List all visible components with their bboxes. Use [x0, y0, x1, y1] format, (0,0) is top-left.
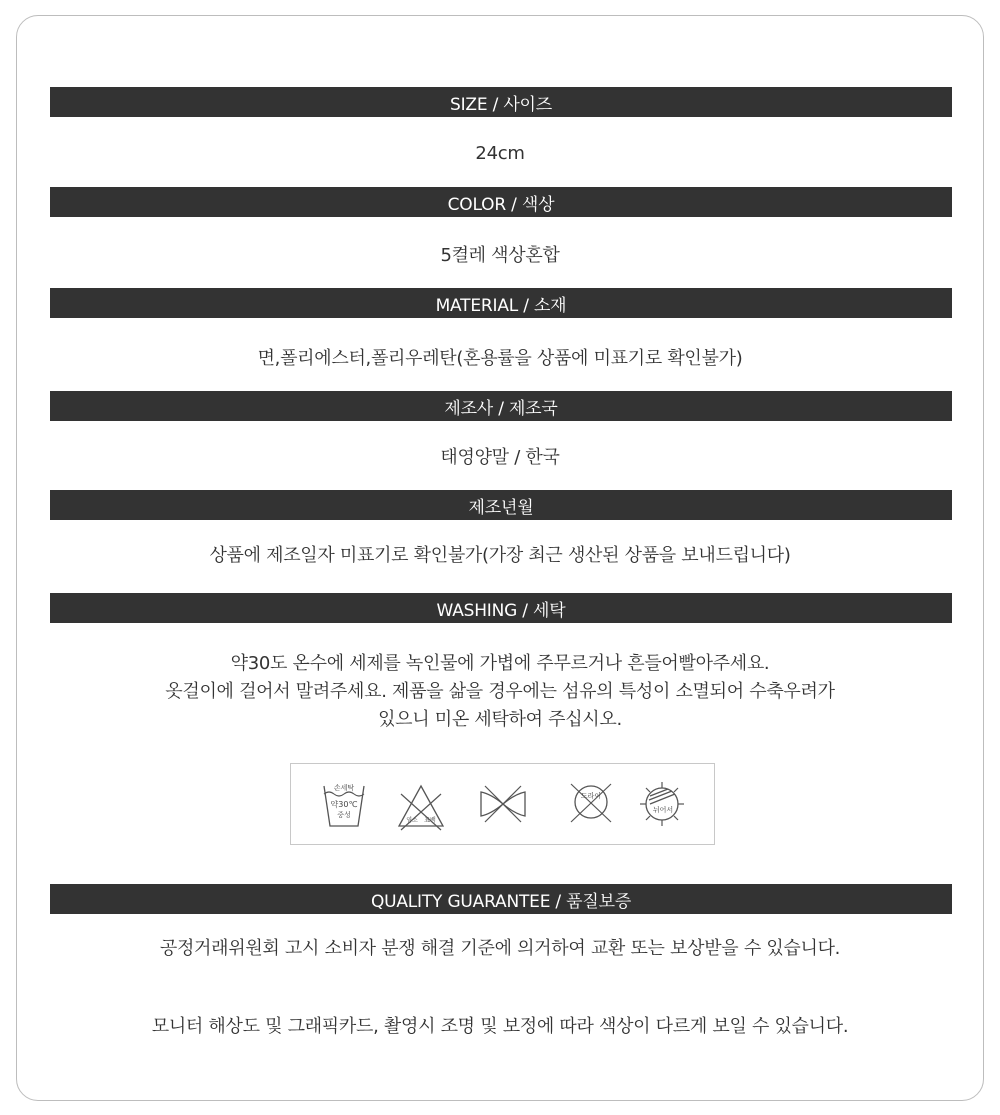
bleach-label-1: 염소 — [406, 817, 418, 824]
quality-header-label: QUALITY GUARANTEE / 품질보증 — [370, 891, 632, 912]
bleach-label-2: 표백 — [424, 817, 436, 824]
quality-line-2: 모니터 해상도 및 그래픽카드, 촬영시 조명 및 보정에 따라 색상이 다르게 보일 수 있습니다. — [151, 1016, 849, 1037]
washing-header-label: WASHING / 세탁 — [436, 600, 566, 621]
color-header-label: COLOR / 색상 — [447, 194, 555, 215]
no-wring-icon — [477, 776, 529, 832]
washing-line: 있으니 미온 세탁하여 주십시오. — [378, 709, 622, 730]
hand-wash-detergent-label: 중성 — [337, 811, 351, 819]
manufacturer-value: 태영양말 / 한국 — [440, 447, 560, 468]
size-header — [50, 87, 952, 117]
dry-clean-label: 드라이 — [580, 792, 602, 800]
flat-dry-icon — [636, 776, 688, 832]
flat-dry-label: 뉘어서 — [652, 806, 674, 814]
size-value: 24cm — [475, 143, 525, 164]
hand-wash-icon — [318, 776, 370, 832]
care-symbols-box — [290, 763, 715, 845]
hand-wash-temp-label: 약30℃ — [330, 800, 358, 809]
no-bleach-icon — [395, 776, 447, 832]
washing-instructions — [40, 650, 960, 734]
no-dry-clean-icon — [565, 776, 617, 832]
washing-line: 옷걸이에 걸어서 말려주세요. 제품을 삶을 경우에는 섬유의 특성이 소멸되어 수축우려가 — [165, 681, 835, 702]
quality-header — [50, 884, 952, 914]
material-header — [50, 288, 952, 318]
color-header — [50, 187, 952, 217]
washing-header — [50, 593, 952, 623]
color-value: 5켤레 색상혼합 — [440, 245, 560, 266]
material-header-label: MATERIAL / 소재 — [435, 295, 567, 316]
manufacture-date-header-label: 제조년월 — [468, 497, 534, 518]
size-header-label: SIZE / 사이즈 — [450, 94, 552, 115]
washing-line: 약30도 온수에 세제를 녹인물에 가볍에 주무르거나 흔들어빨아주세요. — [230, 653, 770, 674]
material-value: 면,폴리에스터,폴리우레탄(혼용률을 상품에 미표기로 확인불가) — [257, 348, 743, 369]
manufacturer-header-label: 제조사 / 제조국 — [444, 398, 558, 419]
manufacture-date-header — [50, 490, 952, 520]
manufacture-date-value: 상품에 제조일자 미표기로 확인불가(가장 최근 생산된 상품을 보내드립니다) — [209, 545, 791, 566]
quality-line-1: 공정거래위원회 고시 소비자 분쟁 해결 기준에 의거하여 교환 또는 보상받을 수 있습니다. — [159, 938, 841, 959]
hand-wash-label: 손세탁 — [333, 784, 355, 792]
manufacturer-header — [50, 391, 952, 421]
